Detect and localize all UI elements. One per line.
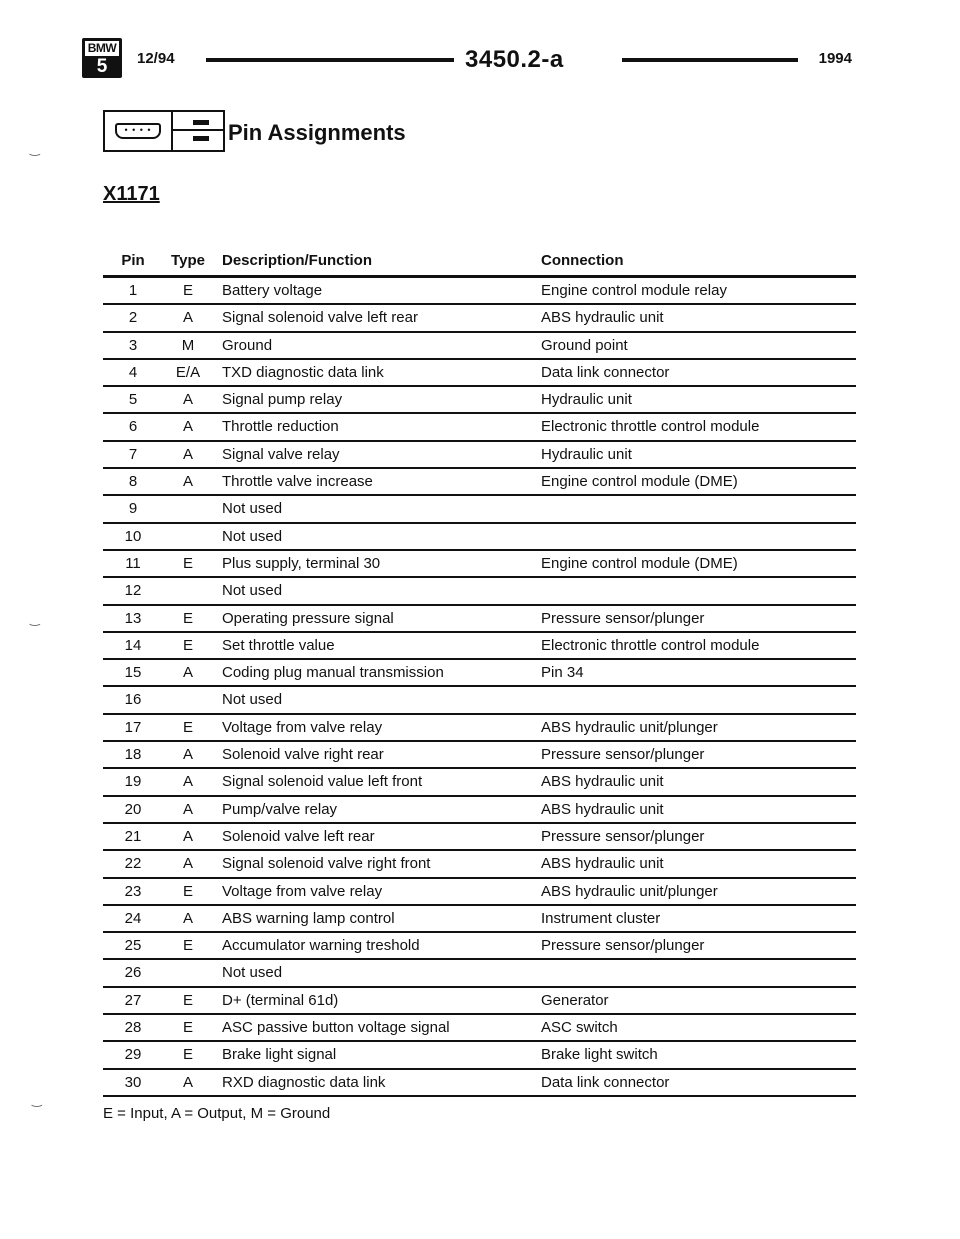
table-row <box>103 606 856 633</box>
table-row <box>103 524 856 551</box>
pin-cell: 14 <box>124 636 142 654</box>
header-description: Description/Function <box>222 252 372 269</box>
pin-cell: 21 <box>124 827 142 845</box>
table-row <box>103 496 856 523</box>
pin-cell: 23 <box>124 882 142 900</box>
pin-cell: 19 <box>124 773 142 791</box>
pin-cell: 4 <box>128 363 138 381</box>
description-cell: Signal pump relay <box>222 391 343 409</box>
pin-cell: 13 <box>124 609 142 627</box>
connection-cell: Engine control module relay <box>541 282 727 299</box>
description-cell: Not used <box>222 964 283 982</box>
description-cell: Brake light signal <box>222 1046 337 1064</box>
logo-bmw-text: BMW <box>85 41 119 56</box>
table-row <box>103 988 856 1015</box>
pin-cell: 24 <box>124 909 142 927</box>
description-cell: Throttle reduction <box>222 418 339 436</box>
table-row <box>103 578 856 605</box>
type-cell: A <box>182 1073 193 1091</box>
header-pin: Pin <box>121 252 145 269</box>
type-cell: A <box>182 473 193 491</box>
table-row <box>103 960 856 987</box>
table-row <box>103 551 856 578</box>
scan-mark: ‿ <box>30 142 40 156</box>
description-cell: Signal solenoid valve left rear <box>222 309 418 327</box>
connection-cell: Hydraulic unit <box>541 391 632 409</box>
header-rule-right <box>622 58 798 62</box>
description-cell: Accumulator warning treshold <box>222 937 420 955</box>
table-row <box>103 442 856 469</box>
table-row <box>103 469 856 496</box>
type-cell: E <box>182 1046 193 1064</box>
table-row <box>103 933 856 960</box>
connection-cell: ABS hydraulic unit/plunger <box>541 882 718 900</box>
pin-cell: 26 <box>124 964 142 982</box>
pin-cell: 17 <box>124 718 142 736</box>
connector-id: X1171 <box>103 183 160 205</box>
pin-cell: 7 <box>128 445 138 463</box>
pin-cell: 18 <box>124 746 142 764</box>
type-cell: A <box>182 746 193 764</box>
header-type: Type <box>171 252 205 269</box>
header-connection: Connection <box>541 252 624 269</box>
pin-cell: 25 <box>124 937 142 955</box>
type-cell: E <box>182 636 193 654</box>
pin-cell: 15 <box>124 664 142 682</box>
description-cell: Solenoid valve right rear <box>222 746 384 764</box>
type-cell: A <box>182 827 193 845</box>
type-cell: A <box>182 855 193 873</box>
table-header <box>103 248 856 278</box>
logo-series-number: 5 <box>96 56 108 77</box>
table-row <box>103 1015 856 1042</box>
description-cell: D+ (terminal 61d) <box>222 991 339 1009</box>
connection-cell: Engine control module (DME) <box>541 554 738 572</box>
description-cell: Operating pressure signal <box>222 609 394 627</box>
table-row <box>103 824 856 851</box>
type-cell: E <box>182 882 193 900</box>
description-cell: Set throttle value <box>222 636 335 654</box>
connection-cell: Pressure sensor/plunger <box>541 827 705 845</box>
pin-cell: 30 <box>124 1073 142 1091</box>
type-cell: E <box>182 718 193 736</box>
pin-cell: 11 <box>125 554 141 572</box>
connection-cell: Generator <box>541 991 609 1009</box>
pin-cell: 9 <box>128 500 138 518</box>
connection-cell: Engine control module (DME) <box>541 473 738 491</box>
connection-cell: Pressure sensor/plunger <box>541 937 705 955</box>
pin-cell: 20 <box>124 800 142 818</box>
description-cell: Not used <box>222 691 283 709</box>
table-row <box>103 360 856 387</box>
type-cell: A <box>182 309 193 327</box>
description-cell: Signal solenoid value left front <box>222 773 423 791</box>
pin-cell: 8 <box>128 473 138 491</box>
type-cell: E <box>182 609 193 627</box>
table-row <box>103 687 856 714</box>
header-date: 12/94 <box>137 50 175 67</box>
description-cell: RXD diagnostic data link <box>222 1073 386 1091</box>
pin-cell: 10 <box>124 527 142 545</box>
description-cell: Not used <box>222 582 283 600</box>
description-cell: Voltage from valve relay <box>222 882 383 900</box>
connection-cell: ABS hydraulic unit <box>541 800 664 818</box>
type-cell: A <box>182 391 193 409</box>
table-row <box>103 660 856 687</box>
type-cell: A <box>182 418 193 436</box>
pin-cell: 1 <box>128 282 138 299</box>
connection-cell: Instrument cluster <box>541 909 661 927</box>
type-cell: E <box>182 1019 193 1037</box>
table-row <box>103 414 856 441</box>
table-row <box>103 1070 856 1097</box>
header-year: 1994 <box>818 50 852 67</box>
description-cell: Voltage from valve relay <box>222 718 383 736</box>
connection-cell: Data link connector <box>541 1073 670 1091</box>
description-cell: Not used <box>222 500 283 518</box>
pin-cell: 2 <box>128 309 138 327</box>
table-row <box>103 769 856 796</box>
connection-cell: ABS hydraulic unit <box>541 855 664 873</box>
description-cell: ABS warning lamp control <box>222 909 395 927</box>
pin-cell: 5 <box>128 391 138 409</box>
pin-assignment-table <box>103 248 856 1097</box>
table-row <box>103 387 856 414</box>
description-cell: Battery voltage <box>222 282 323 299</box>
type-cell: E <box>182 937 193 955</box>
connection-cell: Pressure sensor/plunger <box>541 746 705 764</box>
type-cell: A <box>182 773 193 791</box>
type-cell: E <box>182 554 193 572</box>
type-cell: E <box>182 282 193 299</box>
table-row <box>103 278 856 305</box>
description-cell: Throttle valve increase <box>222 473 373 491</box>
description-cell: Pump/valve relay <box>222 800 338 818</box>
description-cell: Not used <box>222 527 283 545</box>
description-cell: Solenoid valve left rear <box>222 827 375 845</box>
pin-cell: 6 <box>128 418 138 436</box>
type-cell: E <box>182 991 193 1009</box>
table-row <box>103 633 856 660</box>
connection-cell: Hydraulic unit <box>541 445 632 463</box>
description-cell: Coding plug manual transmission <box>222 664 444 682</box>
pin-cell: 16 <box>124 691 142 709</box>
pin-cell: 12 <box>124 582 142 600</box>
type-cell: A <box>182 664 193 682</box>
table-row <box>103 305 856 332</box>
section-title: Pin Assignments <box>228 120 406 145</box>
pin-cell: 27 <box>124 991 142 1009</box>
table-row <box>103 742 856 769</box>
connection-cell: Electronic throttle control module <box>541 636 760 654</box>
pin-cell: 3 <box>128 336 138 354</box>
table-row <box>103 333 856 360</box>
pin-cell: 22 <box>124 855 142 873</box>
connection-cell: Ground point <box>541 336 628 354</box>
type-cell: E/A <box>175 363 201 381</box>
scan-mark: ‿ <box>30 612 40 626</box>
type-legend: E = Input, A = Output, M = Ground <box>103 1105 331 1122</box>
table-row <box>103 906 856 933</box>
description-cell: Ground <box>222 336 273 354</box>
connection-cell: Brake light switch <box>541 1046 658 1064</box>
connection-cell: Data link connector <box>541 363 670 381</box>
table-row <box>103 851 856 878</box>
connection-cell: ABS hydraulic unit <box>541 309 664 327</box>
connection-cell: Pressure sensor/plunger <box>541 609 705 627</box>
page-header <box>82 38 852 80</box>
table-row <box>103 715 856 742</box>
connection-cell: Electronic throttle control module <box>541 418 760 436</box>
bmw-5-series-logo <box>82 38 122 78</box>
connection-cell: ABS hydraulic unit <box>541 773 664 791</box>
type-cell: M <box>181 336 195 354</box>
table-row <box>103 797 856 824</box>
connection-cell: ASC switch <box>541 1019 618 1037</box>
pin-icon <box>171 110 225 152</box>
connector-icon: • • • • <box>103 110 173 152</box>
description-cell: Signal valve relay <box>222 445 340 463</box>
table-row <box>103 1042 856 1069</box>
header-rule-left <box>206 58 454 62</box>
type-cell: A <box>182 445 193 463</box>
table-row <box>103 879 856 906</box>
description-cell: TXD diagnostic data link <box>222 363 384 381</box>
scan-mark: ‿ <box>32 1093 42 1107</box>
type-cell: A <box>182 909 193 927</box>
description-cell: ASC passive button voltage signal <box>222 1019 450 1037</box>
table-body <box>103 278 856 1097</box>
connection-cell: ABS hydraulic unit/plunger <box>541 718 718 736</box>
description-cell: Signal solenoid valve right front <box>222 855 431 873</box>
type-cell: A <box>182 800 193 818</box>
pin-cell: 29 <box>124 1046 142 1064</box>
connection-cell: Pin 34 <box>541 664 584 682</box>
pin-cell: 28 <box>124 1019 142 1037</box>
description-cell: Plus supply, terminal 30 <box>222 554 381 572</box>
document-number: 3450.2-a <box>465 46 564 73</box>
